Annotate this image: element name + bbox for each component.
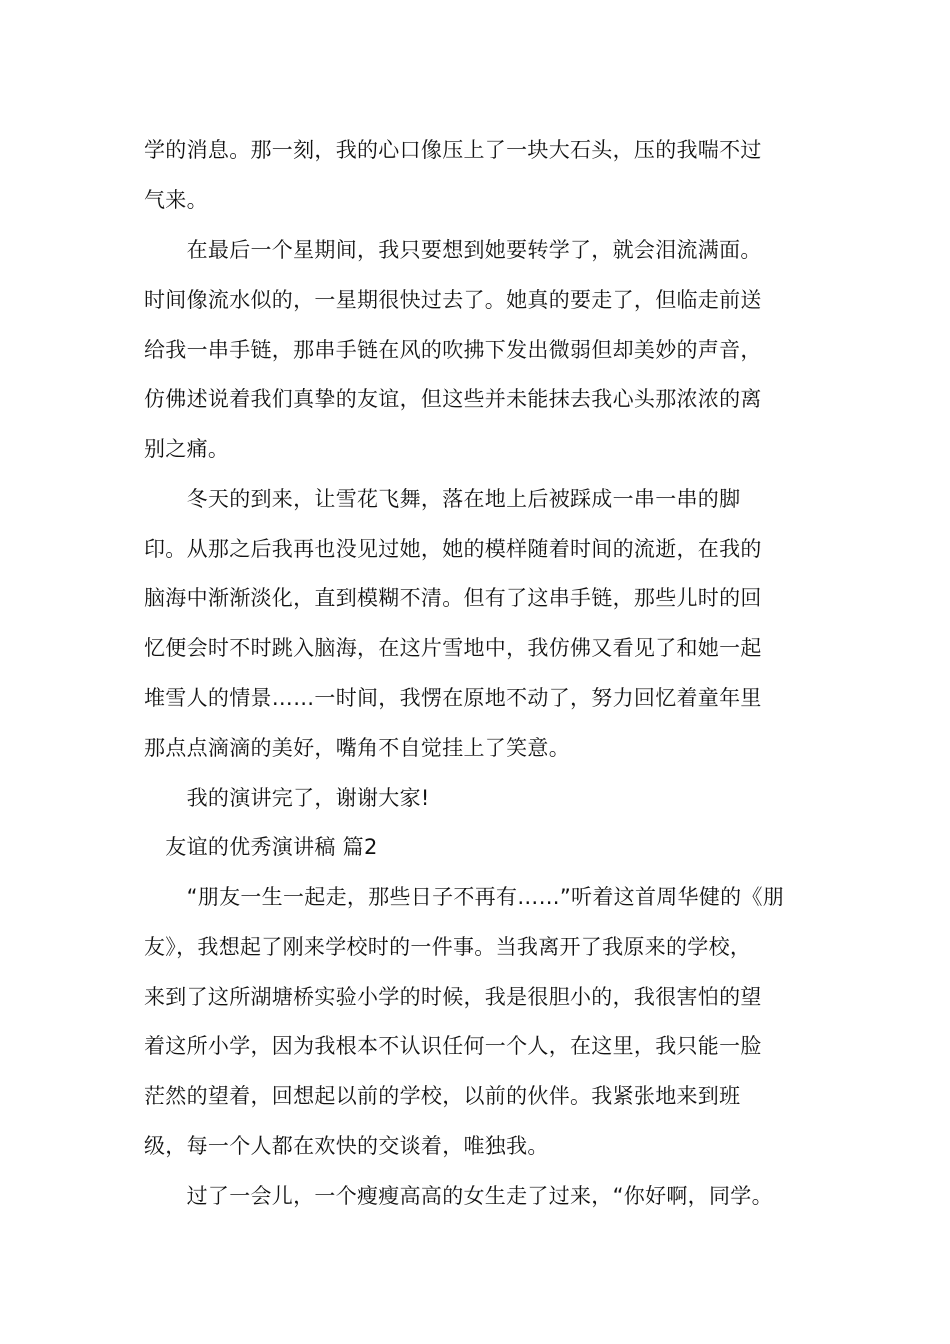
text-line: 堆雪人的情景……一时间，我愣在原地不动了，努力回忆着童年里 — [144, 686, 762, 710]
text-line: 冬天的到来，让雪花飞舞，落在地上后被踩成一串一串的脚 — [144, 487, 741, 511]
text-line: 印。从那之后我再也没见过她，她的模样随着时间的流逝，在我的 — [144, 537, 762, 561]
text-line: 茫然的望着，回想起以前的学校，以前的伙伴。我紧张地来到班 — [144, 1084, 741, 1108]
text-line: 仿佛述说着我们真挚的友谊，但这些并未能抹去我心头那浓浓的离 — [144, 387, 762, 411]
text-line: 友》，我想起了刚来学校时的一件事。当我离开了我原来的学校， — [144, 935, 752, 959]
section-heading: 友谊的优秀演讲稿 篇2 — [144, 835, 378, 859]
text-line: 着这所小学，因为我根本不认识任何一个人，在这里，我只能一脸 — [144, 1034, 762, 1058]
text-line: 我的演讲完了，谢谢大家! — [144, 786, 430, 810]
text-line: 时间像流水似的，一星期很快过去了。她真的要走了，但临走前送 — [144, 288, 762, 312]
text-line: 过了一会儿，一个瘦瘦高高的女生走了过来，“你好啊，同学。 — [144, 1184, 773, 1208]
text-line: “朋友一生一起走，那些日子不再有……”听着这首周华健的《朋 — [144, 885, 785, 909]
text-line: 那点点滴滴的美好，嘴角不自觉挂上了笑意。 — [144, 736, 570, 760]
text-line: 来到了这所湖塘桥实验小学的时候，我是很胆小的，我很害怕的望 — [144, 985, 762, 1009]
text-line: 忆便会时不时跳入脑海，在这片雪地中，我仿佛又看见了和她一起 — [144, 636, 762, 660]
text-line: 别之痛。 — [144, 437, 230, 461]
text-line: 在最后一个星期间，我只要想到她要转学了，就会泪流满面。 — [144, 238, 762, 262]
text-line: 气来。 — [144, 188, 208, 212]
text-line: 级，每一个人都在欢快的交谈着，唯独我。 — [144, 1134, 549, 1158]
text-line: 给我一串手链，那串手链在风的吹拂下发出微弱但却美妙的声音， — [144, 338, 762, 362]
text-line: 脑海中渐渐淡化，直到模糊不清。但有了这串手链，那些儿时的回 — [144, 586, 762, 610]
text-line: 学的消息。那一刻，我的心口像压上了一块大石头，压的我喘不过 — [144, 138, 762, 162]
